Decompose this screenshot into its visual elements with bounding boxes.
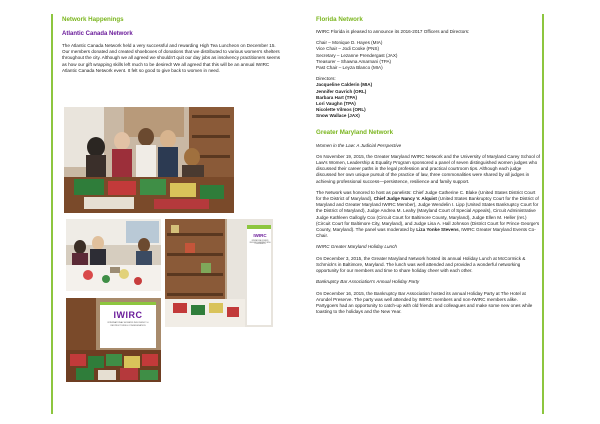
florida-directors-list (316, 76, 540, 119)
iwirc-banner-logo-2: IWIRC (113, 310, 143, 320)
officer-line: Treasurer – Shawna Amarnani (TPA) (316, 58, 392, 64)
officer-line: Chair – Monique D. Hayes (MIA) (316, 40, 383, 46)
directors-label: Directors: (316, 76, 336, 82)
director-line: Jacqueline Calderin (MIA) (316, 82, 373, 88)
iwirc-banner-subtext: INTERNATIONAL WOMEN'S INSOLVENCY & RESTRUCTURING CONFEDERATION (249, 241, 271, 246)
right-column (316, 16, 540, 315)
officer-line: Past Chair – Leyza Blanco (MIA) (316, 65, 383, 71)
gift-wrapping-photo (64, 107, 234, 213)
left-margin-rule (51, 14, 53, 414)
iwirc-banner-logo: IWIRC (253, 233, 267, 238)
director-line: Jennifer Gavrich (ORL) (316, 88, 367, 94)
director-line: Nicolette Vilmos (ORL) (316, 107, 366, 113)
panelists-text: (United States Bankruptcy Court for the District of Maryland and Greater Maryland IWIRC Member), Judge Wendelin I. Lipp (United States Bankruptcy Court for the District of Maryland), Judge Andrea M. Leahy (Maryland Court of Special Appeals), Circuit Administrative Judge Kathleen Gallogly Cox (Circuit Court for Baltimore County, Maryland), Judge Ellen M. Heller (ret.) (Circuit Court for Baltimore City, Maryland), and Judge Lisa A. Hall Johnson (District Court for Prince George's County, Maryland). The panel was moderated by (316, 196, 540, 233)
director-line: Lori Vaughn (TPA) (316, 101, 356, 107)
maryland-panelists-paragraph (316, 190, 540, 240)
director-line: Snow Wallace (JAX) (316, 113, 360, 119)
maryland-panel-paragraph: On November 19, 2015, the Greater Maryland IWIRC Network and the University of Maryland Carey School of Law's Women, Leadership & Equality Program sponsored a panel of seven distinguished women judges who discussed their career paths in the legal profession and practical courtroom tips. Although each judge discussed her own unique pursuit of the practice of law, three commonalities were shared by all judges in achieving professional success—persistence, resilience and family support. (316, 153, 540, 184)
florida-intro: IWIRC Florida is pleased to announce its 2016-2017 Officers and Directors: (316, 29, 470, 34)
panelist-highlight: Chief Judge Nancy V. Alquist (373, 196, 437, 202)
wrapped-gifts-photo (66, 298, 161, 382)
holiday-lunch-paragraph: On December 3, 2015, the Greater Maryland Network hosted its annual Holiday Lunch at McCormick & Schmick's in Baltimore, Maryland. The lunch was well attended and provided a wonderful networking opportunity for our members and time to share holiday cheer with each other. (316, 255, 526, 274)
florida-network-title: Florida Network (316, 16, 363, 23)
holiday-lunch-subheading: IWIRC Greater Maryland Holiday Lunch (316, 244, 397, 250)
gifts-banner-photo (165, 219, 273, 327)
network-happenings-title: Network Happenings (62, 16, 124, 23)
atlantic-canada-paragraph: The Atlantic Canada Network held a very successful and rewarding High Tea Luncheon on December 15. Our members donated and created shoeboxes of donations that we distributed to various women's shelters throughout the city. Although we all agreed we shouldn't quit our day jobs as insolvency practitioners seems as how our gift wrapping skills left much to be desired! We all agreed that this will be an annual IWIRC Atlantic Canada Network event. It felt so good to give back to women in need. (62, 43, 281, 73)
left-column (62, 16, 282, 74)
florida-officers-list (316, 40, 540, 71)
holiday-party-subheading: Bankruptcy Bar Association's Annual Holiday Party (316, 279, 420, 285)
panelists-text: The Network was honored to host as panelists: Chief Judge Catherine C. Blake (United States District Court for the District of Maryland), (316, 189, 536, 202)
officer-line: Vice Chair – Jodi Cooke (PNS) (316, 46, 379, 52)
greater-maryland-title: Greater Maryland Network (316, 128, 394, 136)
women-in-law-subheading: Women in the Law: A Judicial Perspective (316, 142, 402, 148)
moderator-name: Liza Yonke Stevens (416, 227, 459, 233)
atlantic-canada-heading: Atlantic Canada Network (62, 31, 133, 37)
luncheon-table-photo (66, 219, 161, 291)
officer-line: Secretary – Lezanne Prendergast (JAX) (316, 52, 398, 58)
panelists-text: , IWIRC Greater Maryland Events Co-Chair. (316, 227, 536, 239)
right-margin-rule (542, 14, 544, 414)
holiday-party-paragraph: On December 16, 2015, the Bankruptcy Bar Association hosted its annual Holiday Party at The Hotel at Arundel Preserve. The party was well attended by IWIRC members and non-IWIRC members alike. Partygoers had an opportunity to catch-up with old friends and colleagues and make some new ones while toasting to the holidays and the New Year. (316, 290, 533, 315)
director-line: Barbara Hart (TPA) (316, 94, 358, 100)
iwirc-banner-subtext-2: INTERNATIONAL WOMEN'S INSOLVENCY & RESTRUCTURING CONFEDERATION (107, 322, 149, 327)
